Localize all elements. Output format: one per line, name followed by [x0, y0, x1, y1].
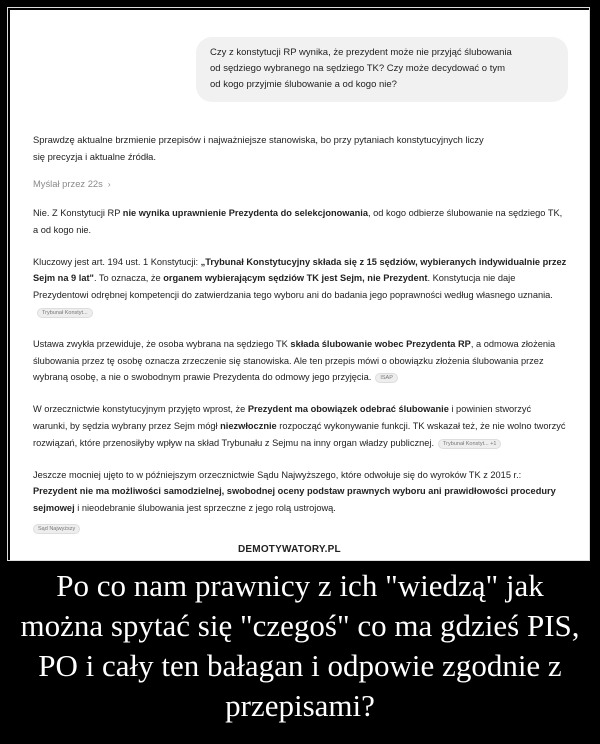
answer-paragraph	[33, 401, 568, 451]
answer-paragraph	[33, 254, 568, 321]
source-citation-chip[interactable]: ISAP	[375, 373, 398, 383]
chat-screenshot	[10, 10, 589, 560]
text-span: W orzecznictwie konstytucyjnym przyjęto wprost, że	[33, 404, 248, 415]
assistant-answer	[33, 205, 568, 536]
bold-span: Prezydent ma obowiązek odebrać ślubowanie	[247, 404, 449, 415]
chevron-right-icon: ›	[107, 180, 111, 189]
user-message-line: od kogo przyjmie ślubowanie a od kogo nie?	[210, 79, 397, 90]
bold-span: składa ślubowanie wobec Prezydenta RP	[290, 338, 471, 349]
source-citation-chip[interactable]: Trybunał Konstyt... +1	[438, 439, 501, 449]
assistant-intro-line: się precyzja i aktualne źródła.	[33, 151, 156, 162]
text-span: Nie. Z Konstytucji RP	[33, 208, 123, 218]
bold-span: „Trybunał Konstytucyjny składa się z 15 sędziów, wybieranych indywidualnie przez Sejm na 9 lat"	[33, 256, 567, 284]
text-span: i powinien stworzyć warunki, by sędzia wybrany przez Sejm mógł	[33, 404, 532, 431]
source-citation-chip[interactable]: Sąd Najwyższy	[33, 524, 80, 534]
bold-span: nie wynika uprawnienie Prezydenta do selekcjonowania	[122, 208, 368, 218]
user-message-line: od sędziego wybranego na sędziego TK? Czy może decydować o tym	[210, 63, 506, 74]
demotivator-caption: Po co nam prawnicy z ich "wiedzą" jak można spytać się "czegoś" co ma gdzieś PIS, PO i cały ten bałagan i odpowie zgodnie z przepisami?	[20, 568, 580, 723]
bold-span: Prezydent nie ma możliwości samodzielnej, swobodnej oceny podstaw prawnych wyboru ani prawidłowości procedury sejmowej	[33, 486, 556, 514]
text-span: . Konstytucja nie daje Prezydentowi odrębnej kompetencji do zatwierdzania tego wyboru ani do badania jego poprawności według własnego uznania.	[33, 273, 553, 301]
text-span: i nieodebranie ślubowania jest sprzeczne z jego rolą ustrojową.	[74, 503, 336, 514]
thinking-toggle[interactable]	[33, 178, 111, 189]
bold-span: niezwłocznie	[220, 420, 277, 431]
text-span: , od kogo odbierze ślubowanie na sędziego TK, a od kogo nie.	[33, 208, 563, 235]
bold-span: organem wybierającym sędziów TK jest Sejm, nie Prezydent	[163, 273, 428, 284]
text-span: Kluczowy jest art. 194 ust. 1 Konstytucji:	[33, 256, 201, 267]
assistant-intro-line: Sprawdzę aktualne brzmienie przepisów i najważniejsze stanowiska, bo przy pytaniach konstytucyjnych liczy	[33, 134, 484, 145]
user-message-line: Czy z konstytucji RP wynika, że prezydent może nie przyjąć ślubowania	[210, 47, 512, 58]
answer-paragraph	[33, 467, 568, 517]
answer-paragraph	[33, 205, 568, 239]
text-span: , a odmowa złożenia ślubowania przez tę osobę oznacza zrzeczenie się stanowiska. Ale ten przepis mówi o obowiązku złożenia ślubowania przez wybraną osobę, a nie o swobodnym prawie Prezydenta do odmowy jego przyjęcia.	[33, 338, 556, 383]
answer-paragraph	[33, 336, 568, 386]
text-span: Jeszcze mocniej ujęto to w późniejszym orzecznictwie Sądu Najwyższego, które odwołuje się do wyroków TK z 2015 r.:	[33, 469, 522, 480]
thinking-label: Myślał przez 22s	[33, 178, 103, 189]
text-span: rozpocząć wykonywanie funkcji. TK wskazał też, że nie wolno tworzyć rozwiązań, które przenosiłyby wpływ na skład Trybunału z Sejmu na inny organ władzy publicznej.	[33, 420, 566, 448]
user-message-bubble	[196, 37, 568, 102]
assistant-intro	[33, 131, 573, 165]
site-watermark: DEMOTYWATORY.PL	[230, 541, 349, 559]
source-citation-chip[interactable]: Trybunał Konstyt...	[37, 308, 93, 318]
text-span: . To oznacza, że	[93, 273, 164, 284]
text-span: Ustawa zwykła przewiduje, że osoba wybrana na sędziego TK	[33, 338, 291, 349]
